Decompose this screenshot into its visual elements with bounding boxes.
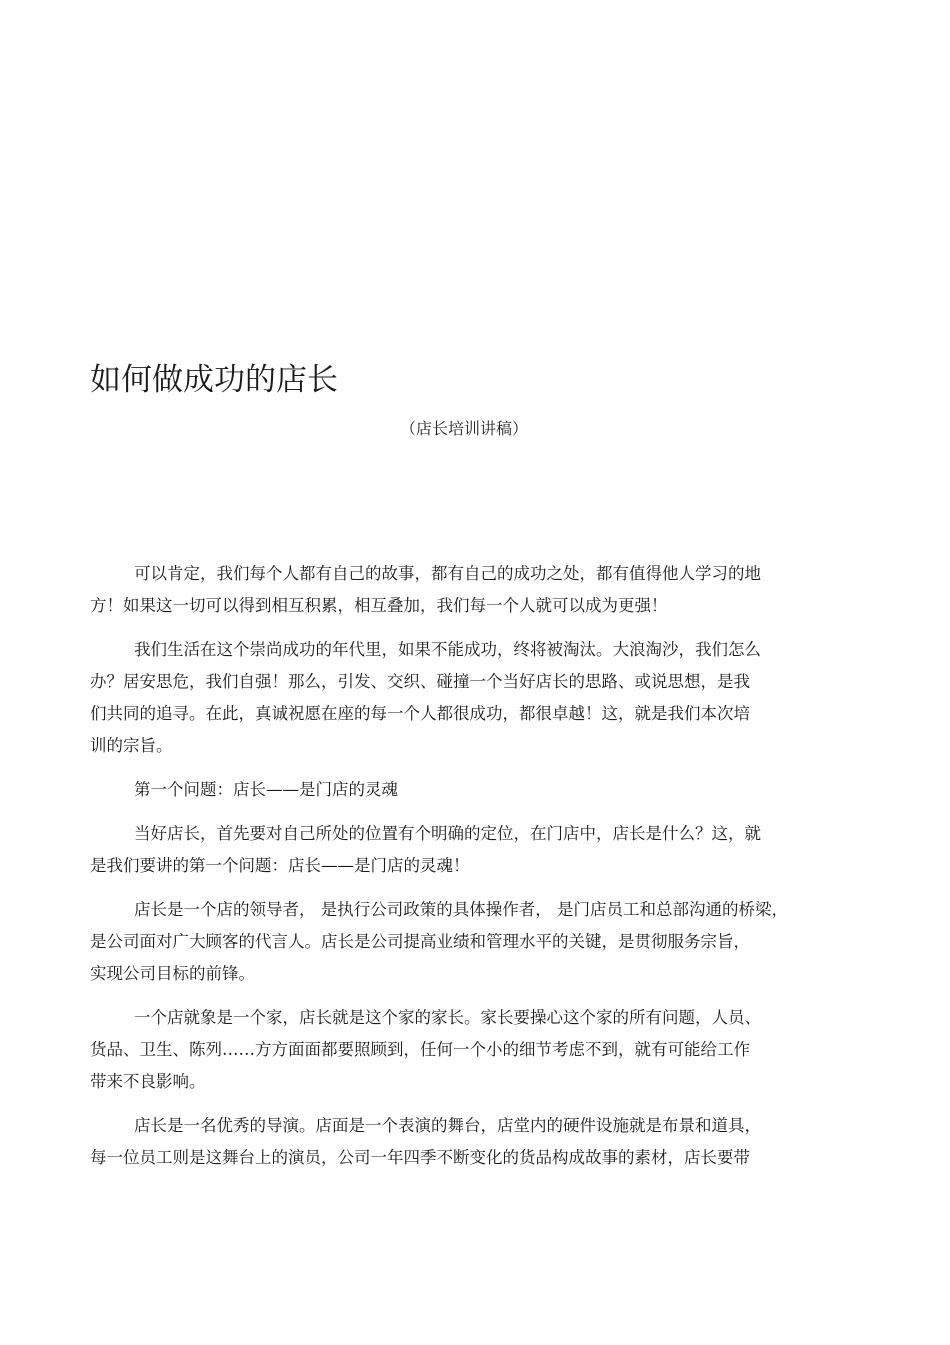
document-body [90, 558, 850, 1186]
paragraph [90, 558, 850, 622]
paragraph-line: 训的宗旨。 [90, 736, 173, 755]
paragraph-line: 们共同的追寻。在此，真诚祝愿在座的每一个人都很成功，都很卓越！这，就是我们本次培 [90, 704, 750, 723]
paragraph-line: 当好店长，首先要对自己所处的位置有个明确的定位，在门店中，店长是什么？这，就 [134, 824, 761, 843]
paragraph-line: 办？居安思危，我们自强！那么，引发、交织、碰撞一个当好店长的思路、或说思想，是我 [90, 672, 750, 691]
paragraph [90, 818, 850, 882]
paragraph-line: 可以肯定，我们每个人都有自己的故事，都有自己的成功之处，都有值得他人学习的地 [134, 564, 761, 583]
paragraph-line: 实现公司目标的前锋。 [90, 964, 255, 983]
paragraph-line: 每一位员工则是这舞台上的演员，公司一年四季不断变化的货品构成故事的素材，店长要带 [90, 1148, 750, 1167]
paragraph-line: 一个店就象是一个家，店长就是这个家的家长。家长要操心这个家的所有问题，人员、 [134, 1008, 761, 1027]
paragraph [90, 634, 850, 762]
paragraph-line: 货品、卫生、陈列……方方面面都要照顾到，任何一个小的细节考虑不到，就有可能给工作 [90, 1040, 750, 1059]
paragraph-line: 店长是一个店的领导者， 是执行公司政策的具体操作者， 是门店员工和总部沟通的桥梁， [134, 900, 788, 919]
section-heading [90, 774, 850, 806]
paragraph-line: 店长是一名优秀的导演。店面是一个表演的舞台，店堂内的硬件设施就是布景和道具， [134, 1116, 761, 1135]
paragraph [90, 1110, 850, 1174]
section-heading-line: 第一个问题：店长——是门店的灵魂 [134, 780, 398, 799]
document-subtitle: （店长培训讲稿） [400, 419, 529, 438]
paragraph-line: 是我们要讲的第一个问题：店长——是门店的灵魂！ [90, 856, 470, 875]
paragraph-line: 我们生活在这个崇尚成功的年代里，如果不能成功，终将被淘汰。大浪淘沙，我们怎么 [134, 640, 761, 659]
paragraph-line: 带来不良影响。 [90, 1072, 206, 1091]
paragraph [90, 894, 850, 990]
paragraph [90, 1002, 850, 1098]
paragraph-line: 是公司面对广大顾客的代言人。店长是公司提高业绩和管理水平的关键，是贯彻服务宗旨， [90, 932, 750, 951]
paragraph-line: 方！如果这一切可以得到相互积累，相互叠加，我们每一个人就可以成为更强！ [90, 596, 668, 615]
document-title: 如何做成功的店长 [90, 362, 338, 398]
